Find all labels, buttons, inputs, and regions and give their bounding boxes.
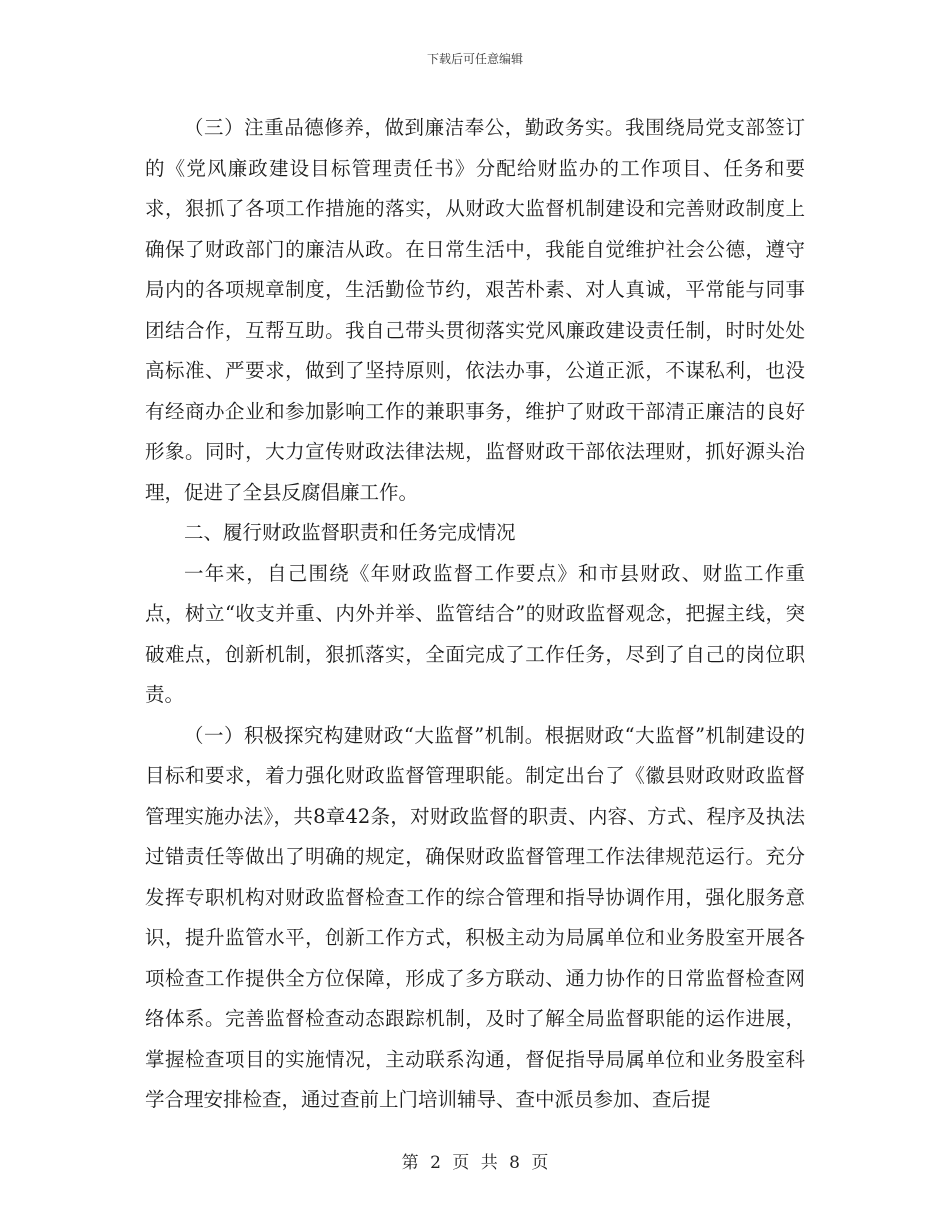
page-header: 下载后可任意编辑 (426, 52, 523, 66)
paragraph-big-supervision: （一）积极探究构建财政“大监督”机制。根据财政“大监督”机制建设的目标和要求，着力强化财政监督管理职能。制定出台了《徽县财政财政监督管理实施办法》，共8章42条，对财政监督的职责、内容、方式、程序及执法过错责任等做出了明确的规定，确保财政监督管理工作法律规范运行。充分发挥专职机构对财政监督检查工作的综合管理和指导协调作用，强化服务意识，提升监管水平，创新工作方式，积极主动为局属单位和业务股室开展各项检查工作提供全方位保障，形成了多方联动、通力协作的日常监督检查网络体系。完善监督检查动态跟踪机制，及时了解全局监督职能的运作进展，掌握检查项目的实施情况，主动联系沟通，督促指导局属单位和业务股室科学合理安排检查，通过查前上门培训辅导、查中派员参加、查后提 (145, 723, 805, 1111)
section-heading-supervision: 二、履行财政监督职责和任务完成情况 (184, 521, 516, 544)
page-number-footer: 第 2 页 共 8 页 (401, 1153, 549, 1173)
paragraph-integrity: （三）注重品德修养，做到廉洁奉公，勤政务实。我围绕局党支部签订的《党风廉政建设目标管理责任书》分配给财监办的工作项目、任务和要求，狠抓了各项工作措施的落实，从财政大监督机制建设和完善财政制度上确保了财政部门的廉洁从政。在日常生活中，我能自觉维护社会公德，遵守局内的各项规章制度，生活勤俭节约，艰苦朴素、对人真诚，平常能与同事团结合作，互帮互助。我自己带头贯彻落实党风廉政建设责任制，时时处处高标准、严要求，做到了坚持原则，依法办事，公道正派，不谋私利，也没有经商办企业和参加影响工作的兼职事务，维护了财政干部清正廉洁的良好形象。同时，大力宣传财政法律法规，监督财政干部依法理财，抓好源头治理，促进了全县反腐倡廉工作。 (145, 116, 805, 504)
paragraph-year-summary: 一年来，自己围绕《年财政监督工作要点》和市县财政、财监工作重点，树立“收支并重、内外并举、监管结合”的财政监督观念，把握主线，突破难点，创新机制，狠抓落实，全面完成了工作任务，尽到了自己的岗位职责。 (145, 561, 805, 706)
document-body (145, 108, 805, 1121)
